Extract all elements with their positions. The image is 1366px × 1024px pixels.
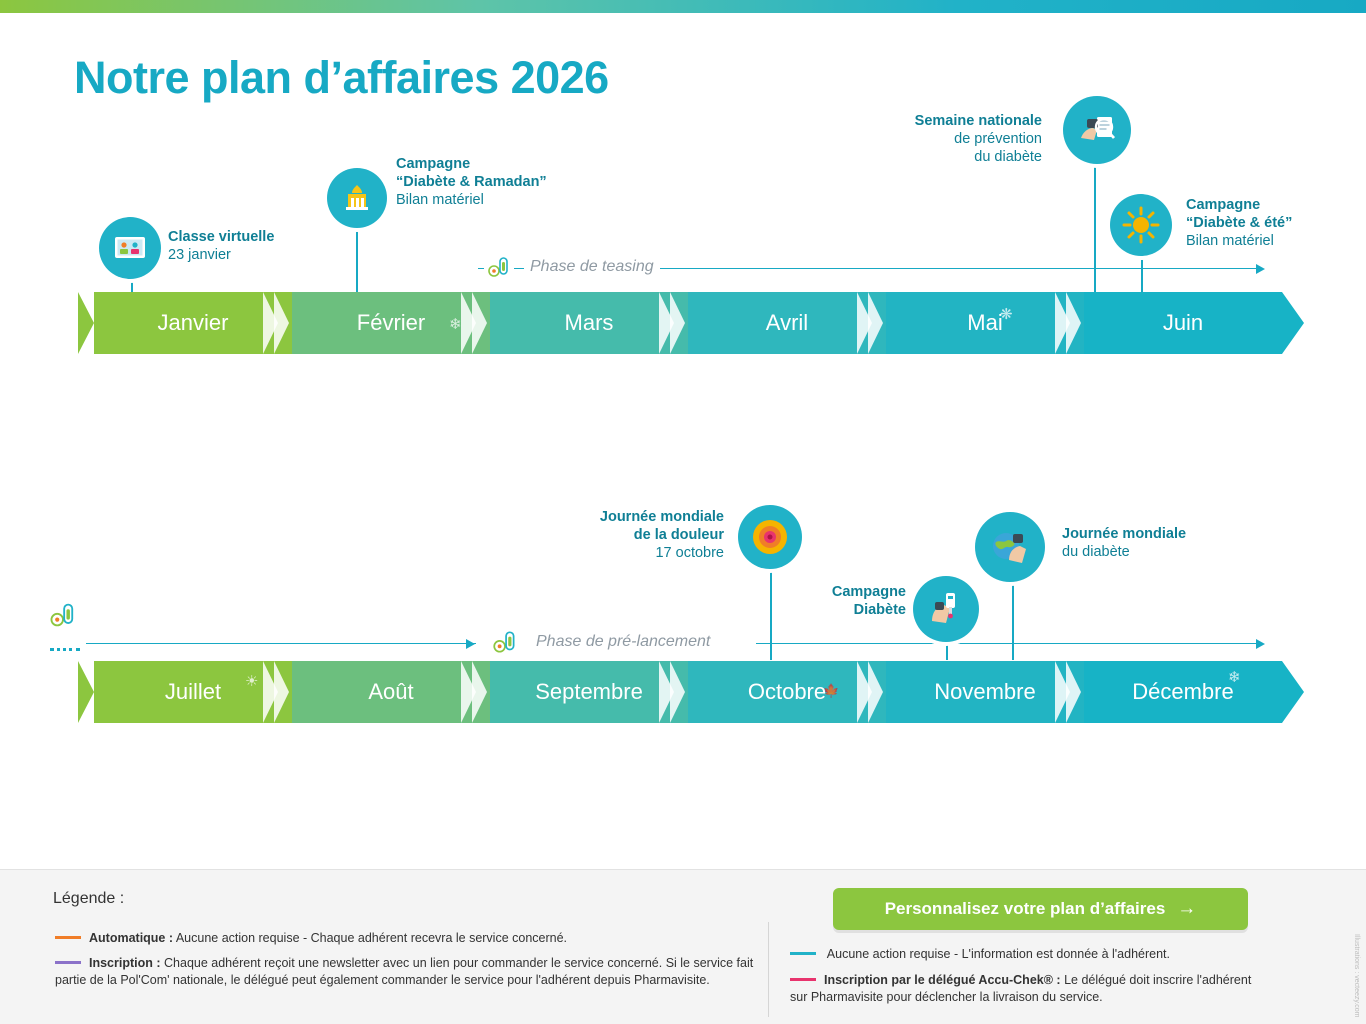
teasing-phase-label: Phase de teasing <box>524 258 660 276</box>
month-septembre-label: Septembre <box>535 679 643 704</box>
legend-row-inscription <box>55 955 755 989</box>
pin-line-journee-diabete <box>1012 575 1014 660</box>
month-novembre[interactable] <box>886 661 1084 723</box>
chevron-separator-9 <box>857 661 887 723</box>
label-campagne-ramadan-sub: Bilan matériel <box>396 192 484 209</box>
month-octobre-label: Octobre <box>747 679 827 704</box>
chevron-separator-6 <box>263 661 293 723</box>
label-journee-diabete-title: Journée mondiale <box>1062 526 1187 542</box>
sun-icon <box>1110 194 1172 256</box>
virtual-class-icon <box>99 217 161 279</box>
bar-end-cap <box>1282 292 1304 354</box>
legend-row-automatique <box>55 930 745 947</box>
chevron-separator-10 <box>1055 661 1085 723</box>
label-campagne-ete <box>1186 196 1366 250</box>
months-bar-first-half <box>94 292 1282 354</box>
prelaunch-start-icon <box>48 600 78 630</box>
prelaunch-phase-line-left <box>86 643 476 644</box>
legend-heading: Légende : <box>53 890 125 907</box>
teasing-phase-arrowhead <box>1256 264 1265 274</box>
month-decembre[interactable] <box>1084 661 1282 723</box>
legend-label-automatique: Automatique : <box>89 931 174 945</box>
month-avril[interactable] <box>688 292 886 354</box>
month-juin-label: Juin <box>1162 310 1204 335</box>
month-mai[interactable] <box>886 292 1084 354</box>
month-mars-label: Mars <box>564 310 614 335</box>
legend-row-delegue <box>790 972 1270 1006</box>
prelaunch-phase-line-right <box>756 643 1258 644</box>
label-semaine-nationale <box>800 112 1042 166</box>
snowflake-icon-may: ❋ <box>1000 306 1013 323</box>
legend-divider <box>768 922 769 1017</box>
snowflake-icon-feb: ❄ <box>449 316 462 333</box>
legend-dash-delegue <box>790 978 816 981</box>
label-journee-douleur-sub: 17 octobre <box>655 545 724 562</box>
prelaunch-dotted-connector <box>50 648 80 651</box>
snowflake-icon-december: ❄ <box>1228 669 1241 686</box>
label-classe-virtuelle-sub: 23 janvier <box>168 247 231 264</box>
chevron-separator-4 <box>857 292 887 354</box>
page-title: Notre plan d’affaires 2026 <box>74 52 609 103</box>
legend-row-info <box>790 946 1290 963</box>
month-juin[interactable] <box>1084 292 1282 354</box>
month-mai-label: Mai <box>967 310 1003 335</box>
label-journee-douleur-title: Journée mondiale <box>599 509 724 525</box>
month-janvier-label: Janvier <box>157 310 229 335</box>
prelaunch-phase-icon <box>490 627 520 657</box>
label-semaine-nationale-sub2: du diabète <box>974 149 1042 166</box>
label-journee-douleur <box>500 508 724 562</box>
legend-dash-automatique <box>55 936 81 939</box>
leaf-icon-october: 🍁 <box>823 683 840 698</box>
months-bar-second-half <box>94 661 1282 723</box>
label-journee-diabete <box>1062 525 1282 561</box>
top-gradient-bar <box>0 0 1366 13</box>
legend-label-delegue: Inscription par le délégué Accu-Chek® : <box>824 973 1061 987</box>
label-campagne-ramadan-title2: “Diabète & Ramadan” <box>396 174 547 191</box>
label-semaine-nationale-sub: de prévention <box>954 131 1042 148</box>
legend-label-inscription: Inscription : <box>89 956 161 970</box>
month-mars[interactable] <box>490 292 688 354</box>
legend-text-inscription: Chaque adhérent reçoit une newsletter avec un lien pour commander le service concerné. Si le service fait partie de la Pol'Com' nationale, le délégué peut également commander le service pour l'adhérent depuis Pharmavisite. <box>55 956 754 987</box>
label-campagne-ete-title2: “Diabète & été” <box>1186 215 1293 232</box>
world-diabetes-icon <box>975 512 1045 582</box>
prelaunch-arrow-end <box>1256 639 1265 649</box>
month-aout[interactable] <box>292 661 490 723</box>
chevron-separator-8 <box>659 661 689 723</box>
bar2-end-cap <box>1282 661 1304 723</box>
chevron-separator-7 <box>461 661 491 723</box>
arrow-right-icon: → <box>1177 898 1197 919</box>
label-semaine-nationale-title: Semaine nationale <box>914 113 1042 129</box>
label-campagne-ete-title: Campagne <box>1186 197 1261 213</box>
personalize-plan-label: Personnalisez votre plan d’affaires <box>884 899 1166 918</box>
chevron-separator-1 <box>263 292 293 354</box>
chevron-separator-2 <box>461 292 491 354</box>
sun-small-icon-july: ☀ <box>245 673 259 690</box>
pin-line-semaine-nationale <box>1094 150 1096 300</box>
label-campagne-diabete-title2: Diabète <box>853 602 906 619</box>
label-classe-virtuelle <box>168 228 368 264</box>
bar2-start-cap <box>78 661 94 723</box>
month-janvier[interactable] <box>94 292 292 354</box>
prelaunch-phase-label: Phase de pré-lancement <box>530 633 716 651</box>
legend-dash-info <box>790 952 816 955</box>
month-fevrier-label: Février <box>356 310 426 335</box>
month-juillet[interactable] <box>94 661 292 723</box>
label-campagne-ramadan <box>396 155 676 209</box>
finger-prick-icon <box>913 576 979 642</box>
legend-text-delegue: Le délégué doit inscrire l'adhérent sur Pharmavisite pour déclencher la livraison du service. <box>790 973 1252 1004</box>
illustration-credit: Illustrations : vecteezy.com <box>1353 934 1360 1018</box>
legend-dash-inscription <box>55 961 81 964</box>
label-campagne-ramadan-title: Campagne <box>396 156 471 172</box>
label-campagne-diabete <box>760 583 906 619</box>
label-campagne-ete-sub: Bilan matériel <box>1186 233 1274 250</box>
month-aout-label: Août <box>368 679 414 704</box>
chevron-separator-3 <box>659 292 689 354</box>
month-septembre[interactable] <box>490 661 688 723</box>
month-novembre-label: Novembre <box>934 679 1036 704</box>
legend-text-automatique: Aucune action requise - Chaque adhérent recevra le service concerné. <box>175 931 568 945</box>
prelaunch-arrow-mid <box>466 639 475 649</box>
label-classe-virtuelle-title: Classe virtuelle <box>168 229 275 245</box>
pain-target-icon <box>738 505 802 569</box>
mosque-icon <box>327 168 387 228</box>
chevron-separator-5 <box>1055 292 1085 354</box>
personalize-plan-button[interactable] <box>833 888 1248 930</box>
month-octobre[interactable] <box>688 661 886 723</box>
month-avril-label: Avril <box>765 310 809 335</box>
label-journee-diabete-sub: du diabète <box>1062 544 1130 561</box>
month-juillet-label: Juillet <box>164 679 222 704</box>
bar-start-cap <box>78 292 94 354</box>
legend-text-info: Aucune action requise - L'information est donnée à l'adhérent. <box>826 947 1170 961</box>
teasing-phase-icon <box>484 252 514 282</box>
month-decembre-label: Décembre <box>1132 679 1234 704</box>
blood-pressure-icon <box>1063 96 1131 164</box>
label-journee-douleur-title2: de la douleur <box>633 527 724 544</box>
label-campagne-diabete-title: Campagne <box>831 584 906 600</box>
